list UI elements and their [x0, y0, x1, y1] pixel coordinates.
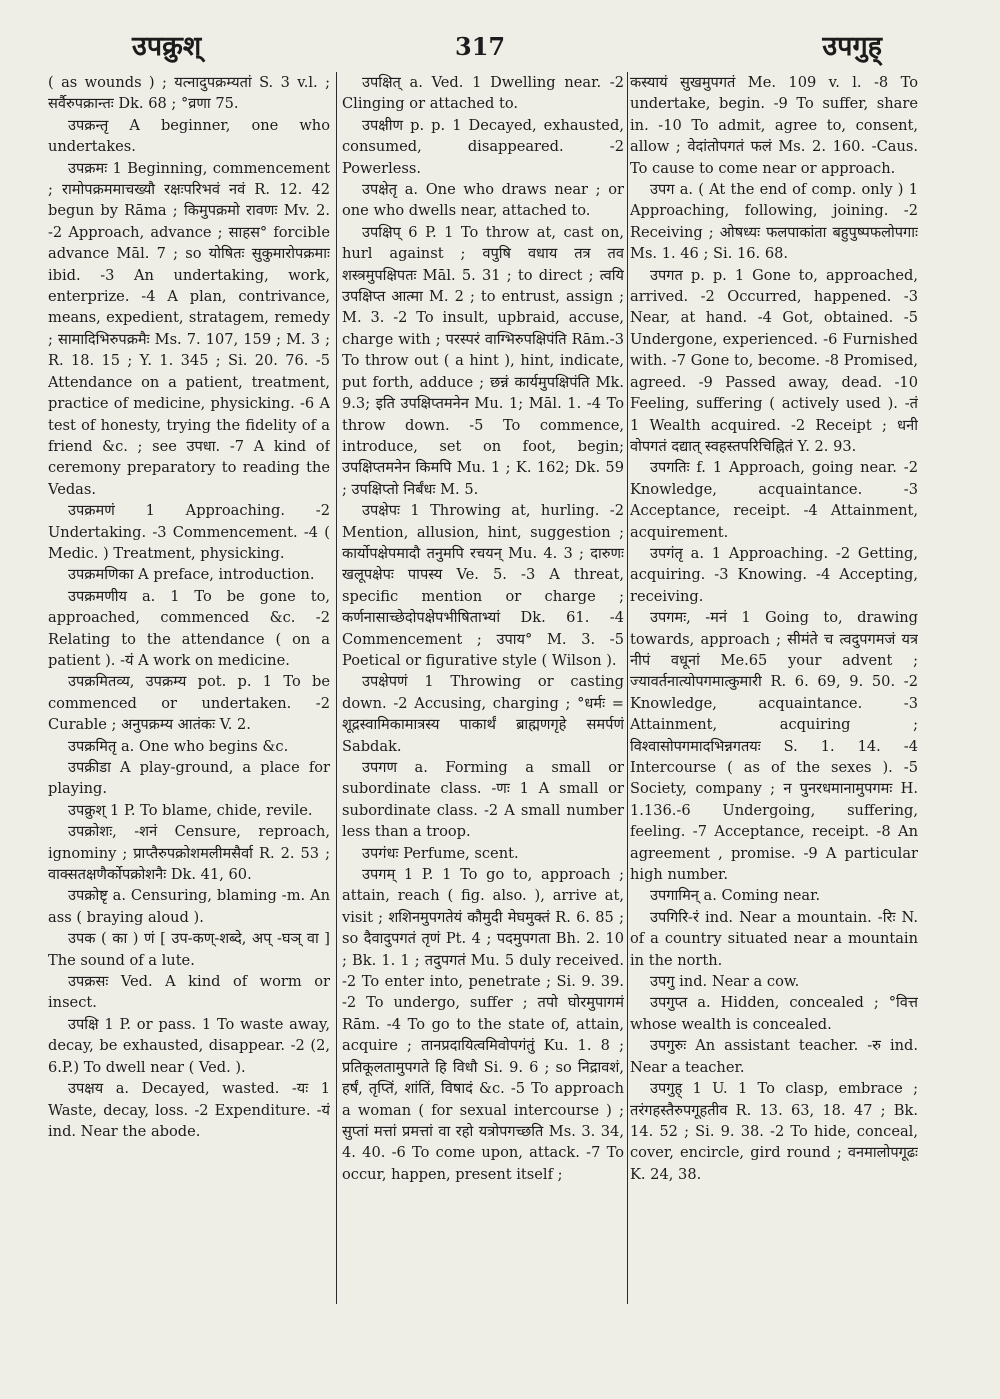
- header-right-guideword: उपगुह्: [822, 31, 882, 62]
- column-2: [342, 72, 624, 1312]
- dictionary-entry: उपगंधः Perfume, scent.: [362, 844, 519, 862]
- dictionary-entry: उपगण a. Forming a small or subordinate class. -णः 1 A small or subordinate class. -2 A small number less than a troop.: [342, 759, 624, 841]
- dictionary-entry: उपगुप्त a. Hidden, concealed ; °वित्त whose wealth is concealed.: [630, 994, 918, 1033]
- dictionary-entry: उपगंतृ a. 1 Approaching. -2 Getting, acquiring. -3 Knowing. -4 Accepting, receiving.: [630, 544, 918, 605]
- dictionary-entry: उपगुरुः An assistant teacher. -रु ind. Near a teacher.: [630, 1037, 918, 1076]
- dictionary-entry: उपगामिन् a. Coming near.: [650, 887, 821, 905]
- dictionary-entry: उपक्रमितृ a. One who begins &c.: [68, 737, 289, 755]
- dictionary-entry: उपक्षेपणं 1 Throwing or casting down. -2 Accusing, charging ; °धर्मः = शूद्रस्वामिकामात्रस्य पाकार्थं ब्राह्मणगृहे समर्पणं Sabdak.: [342, 673, 624, 755]
- dictionary-entry: उपगतिः f. 1 Approach, going near. -2 Knowledge, acquaintance. -3 Acceptance, receipt. -4 Attainment, acquirement.: [630, 459, 918, 541]
- dictionary-entry: उपक्षीण p. p. 1 Decayed, exhausted, consumed, disappeared. -2 Powerless.: [342, 116, 624, 177]
- dictionary-entry: उपक्षेपः 1 Throwing at, hurling. -2 Mention, allusion, hint, suggestion ; कार्योपक्षेपमादौ तनुमपि रचयन् Mu. 4. 3 ; दारुणः खलूपक्षेपः पापस्य Ve. 5. -3 A threat, specific mention or charge ; कर्णनासाच्छेदोपक्षेपभीषिताभ्यां Dk. 61. -4 Commencement ; उपाय° M. 3. -5 Poetical or figurative style ( Wilson ).: [342, 502, 624, 669]
- column-divider: [627, 72, 628, 1304]
- dictionary-entry: उपक्रुश् 1 P. To blame, chide, revile.: [68, 801, 313, 819]
- column-1: [48, 72, 330, 1312]
- dictionary-entry: उपगुह् 1 U. 1 To clasp, embrace ; तरंगहस्तैरुपगूहतीव R. 13. 63, 18. 47 ; Bk. 14. 52 ; Si. 9. 38. -2 To hide, conceal, cover, encircle, gird round ; वनमालोपगूढः K. 24, 38.: [630, 1080, 918, 1183]
- dictionary-entry: कस्यायं सुखमुपगतं Me. 109 v. l. -8 To undertake, begin. -9 To suffer, share in. -10 To admit, agree to, consent, allow ; वेदांतोपगतं फलं Ms. 2. 160. -Caus. To cause to come near or approach.: [630, 74, 918, 177]
- header-left-guideword: उपक्रुश्: [132, 31, 202, 62]
- column-divider: [336, 72, 337, 1304]
- dictionary-entry: उपगत p. p. 1 Gone to, approached, arrived. -2 Occurred, happened. -3 Near, at hand. -4 Got, obtained. -5 Undergone, experienced. -6 Furnished with. -7 Gone to, become. -8 Promised, agreed. -9 Passed away, dead. -10 Feeling, suffering ( actively used ). -तं 1 Wealth acquired. -2 Receipt ; धनी वोपगतं दद्यात् स्वहस्तपरिचिह्नितं Y. 2. 93.: [630, 266, 918, 455]
- dictionary-entry: उपग a. ( At the end of comp. only ) 1 Approaching, following, joining. -2 Receiving ; ओषध्यः फलपाकांता बहुपुष्पफलोपगाः Ms. 1. 46 ; Si. 16. 68.: [630, 181, 918, 263]
- dictionary-entry: उपक्षिप् 6 P. 1 To throw at, cast on, hurl against ; वपुषि वधाय तत्र तव शस्त्रमुपक्षिपतः Māl. 5. 31 ; to direct ; त्वयि उपक्षिप्त आत्मा M. 2 ; to entrust, assign ; M. 3. -2 To insult, upbraid, accuse, charge with ; परस्परं वाग्भिरुपक्षिपंति Rām.-3 To throw out ( a hint ), hint, indicate, put forth, adduce ; छन्नं कार्यमुपक्षिपंति Mk. 9.3; इति उपक्षिप्तमनेन Mu. 1; Māl. 1. -4 To throw down. -5 To commence, introduce, set on foot, begin; उपक्षिप्तमनेन किमपि Mu. 1 ; K. 162; Dk. 59 ; उपक्षिप्तो निर्बंधः M. 5.: [342, 223, 624, 498]
- dictionary-entry: ( as wounds ) ; यत्नादुपक्रम्यतां S. 3 v.l. ; सर्वैरुपक्रान्तः Dk. 68 ; °व्रणा 75.: [48, 74, 330, 113]
- dictionary-entry: उपगमः, -मनं 1 Going to, drawing towards, approach ; सीमंते च त्वदुपगमजं यत्र नीपं वधूनां Me.65 your advent ; ज्यावर्तनात्योपगमात्कुमारी R. 6. 69, 9. 50. -2 Knowledge, acquaintance. -3 Attainment, acquiring ; विश्वासोपगमादभिन्नगतयः S. 1. 14. -4 Intercourse ( as of the sexes ). -5 Society, company ; न पुनरधमानामुपगमः H. 1.136.-6 Undergoing, suffering, feeling. -7 Acceptance, receipt. -8 An agreement , promise. -9 A particular high number.: [630, 609, 918, 884]
- dictionary-entry: उपक्षित् a. Ved. 1 Dwelling near. -2 Clinging or attached to.: [342, 74, 624, 113]
- column-3: [630, 72, 918, 1312]
- dictionary-entry: उपक्षय a. Decayed, wasted. -यः 1 Waste, decay, loss. -2 Expenditure. -यं ind. Near the abode.: [48, 1080, 330, 1140]
- page-number: 317: [455, 32, 506, 61]
- dictionary-entry: उपक्रीडा A play-ground, a place for playing.: [48, 759, 330, 798]
- dictionary-entry: उपक्रमणं 1 Approaching. -2 Undertaking. -3 Commencement. -4 ( Medic. ) Treatment, physicking.: [48, 502, 330, 562]
- dictionary-entry: उपक्रमः 1 Beginning, commencement ; रामोपक्रममाचख्यौ रक्षःपरिभवं नवं R. 12. 42 begun by Rāma ; किमुपक्रमो रावणः Mv. 2. -2 Approach, advance ; साहस° forcible advance Māl. 7 ; so योषितः सुकुमारोपक्रमाः ibid. -3 An undertaking, work, enterprize. -4 A plan, contrivance, means, expedient, stratagem, remedy ; सामादिभिरुपक्रमैः Ms. 7. 107, 159 ; M. 3 ; R. 18. 15 ; Y. 1. 345 ; Si. 20. 76. -5 Attendance on a patient, treatment, practice of medicine, physicking. -6 A test of honesty, trying the fidelity of a friend &c. ; see उपधा. -7 A kind of ceremony preparatory to reading the Vedas.: [48, 159, 330, 498]
- dictionary-entry: उपगु ind. Near a cow.: [650, 973, 800, 991]
- dictionary-entry: उपगम् 1 P. 1 To go to, approach ; attain, reach ( fig. also. ), arrive at, visit ; शशिनमुपगतेयं कौमुदी मेघमुक्तं R. 6. 85 ; so दैवादुपगतं तृणं Pt. 4 ; पदमुपगता Bh. 2. 10 ; Bk. 1. 1 ; तदुपगतं Mu. 5 duly received. -2 To enter into, penetrate ; Si. 9. 39. -2 To undergo, suffer ; तपो घोरमुपागमं Rām. -4 To go to the state of, attain, acquire ; तानप्रदायित्वमिवोपगंतुं Ku. 1. 8 ; प्रतिकूलतामुपगते हि विधौ Si. 9. 6 ; so निद्रावशं, हर्षं, तृप्तिं, शांतिं, विषादं &c. -5 To approach a woman ( for sexual intercourse ) ; सुप्तां मत्तां प्रमत्तां वा रहो यत्रोपगच्छति Ms. 3. 34, 4. 40. -6 To come upon, attack. -7 To occur, happen, present itself ;: [342, 866, 624, 1183]
- dictionary-entry: उपक्रमितव्य, उपक्रम्य pot. p. 1 To be commenced or undertaken. -2 Curable ; अनुपक्रम्य आतंकः V. 2.: [48, 673, 330, 734]
- dictionary-entry: उपक्रोष्टृ a. Censuring, blaming -m. An ass ( braying aloud ).: [48, 887, 330, 926]
- dictionary-entry: उपक ( का ) णं [ उप-कण्-शब्दे, अप् -घञ् वा ] The sound of a lute.: [48, 930, 330, 969]
- dictionary-entry: उपक्रमणीय a. 1 To be gone to, approached, commenced &c. -2 Relating to the attendance ( on a patient ). -यं A work on medicine.: [48, 587, 330, 669]
- dictionary-entry: उपक्रोशः, -शनं Censure, reproach, ignominy ; प्राप्तैरुपक्रोशमलीमसैर्वा R. 2. 53 ; वाक्सतक्षणैर्कोपक्रोशनैः Dk. 41, 60.: [48, 823, 330, 884]
- dictionary-entry: उपगिरि-रं ind. Near a mountain. -रिः N. of a country situated near a mountain in the north.: [630, 908, 918, 969]
- dictionary-entry: उपक्रन्तृ A beginner, one who undertakes.: [48, 116, 330, 156]
- dictionary-entry: उपक्रसः Ved. A kind of worm or insect.: [48, 973, 330, 1012]
- dictionary-entry: उपक्षेतृ a. One who draws near ; or one who dwells near, attached to.: [342, 181, 624, 220]
- dictionary-entry: उपक्षि 1 P. or pass. 1 To waste away, decay, be exhausted, disappear. -2 (2, 6.P.) To dwell near ( Ved. ).: [48, 1015, 330, 1076]
- dictionary-entry: उपक्रमणिका A preface, introduction.: [68, 566, 315, 584]
